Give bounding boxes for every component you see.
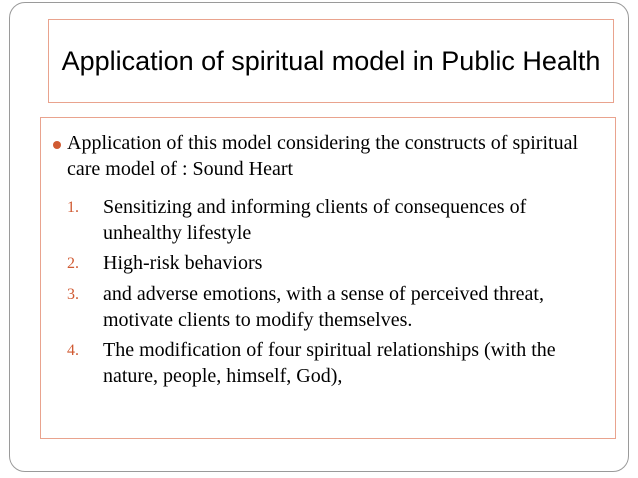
list-item-number: 1. [67,199,79,216]
list-item-number: 2. [67,255,79,272]
title-box [48,19,614,103]
list-item [67,281,607,333]
slide [9,2,629,472]
list-item [67,250,607,277]
numbered-list [67,194,607,393]
slide-title: Application of spiritual model in Public Health [61,45,601,76]
list-item [67,337,607,389]
list-item-text: and adverse emotions, with a sense of perceived threat, motivate clients to modify themselves. [103,283,544,331]
bullet-item [51,130,607,182]
list-item-number: 3. [67,286,79,303]
list-item-text: The modification of four spiritual relationships (with the nature, people, himself, God), [103,339,556,387]
bullet-text: Application of this model considering the constructs of spiritual care model of : Sound Heart [67,132,579,180]
list-item-text: Sensitizing and informing clients of consequences of unhealthy lifestyle [103,196,527,244]
list-item-text: High-risk behaviors [103,252,263,274]
list-item-number: 4. [67,342,79,359]
content-box [40,117,616,439]
list-item [67,194,607,246]
bullet-icon [51,130,67,182]
